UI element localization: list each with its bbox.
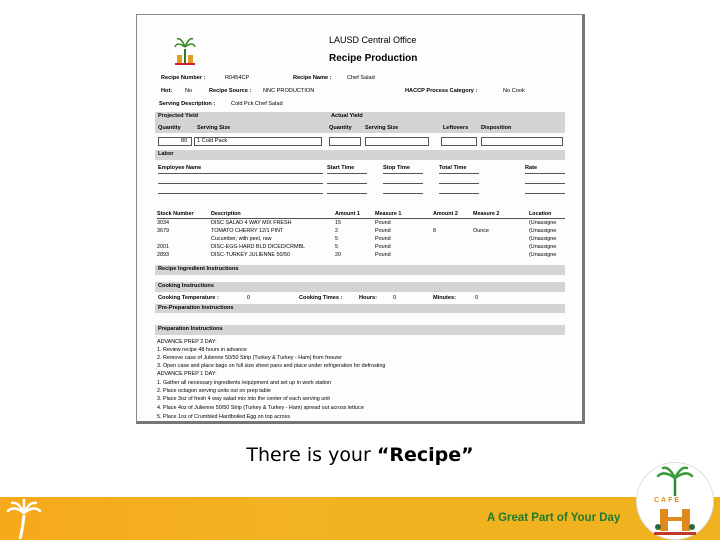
cooking-times-label: Cooking Times :	[299, 295, 343, 301]
prep-line: 5. Place 1oz of Crumbled Hardboiled Egg on top across	[157, 414, 291, 420]
stock-number: 3679	[157, 228, 169, 234]
start-time-label: Start Time	[327, 165, 355, 171]
rate-line-3	[525, 193, 565, 194]
table-row	[157, 244, 565, 252]
minutes-value: 0	[475, 295, 479, 301]
rate-line-2	[525, 183, 565, 184]
stop-line	[383, 173, 423, 174]
col-amount-1: Amount 1	[335, 211, 360, 217]
actual-yield-label: Actual Yield	[331, 113, 363, 119]
cooking-instructions-label: Cooking Instructions	[158, 283, 214, 289]
recipe-source-value: NNC PRODUCTION	[263, 88, 315, 94]
labor-label: Labor	[158, 151, 174, 157]
prep-line: ADVANCE PREP 2 DAY:	[157, 339, 217, 345]
labor-header-bar	[155, 150, 565, 160]
prep-line: ADVANCE PREP 1 DAY:	[157, 371, 217, 377]
location: (Unassigne	[529, 236, 557, 242]
recipe-number-value: R0454CP	[225, 75, 250, 81]
stop-line-2	[383, 183, 423, 184]
amount-1: 5	[335, 244, 338, 250]
actual-serving-size-label: Serving Size	[365, 125, 399, 131]
cafe-building-icon	[654, 507, 696, 535]
measure-1: Pound	[375, 220, 391, 226]
col-measure-1: Measure 1	[375, 211, 402, 217]
hours-value: 0	[393, 295, 397, 301]
serving-description-label: Serving Description :	[159, 101, 216, 107]
employee-line-2	[158, 183, 323, 184]
actual-serving-size-box	[365, 137, 429, 146]
leftovers-label: Leftovers	[443, 125, 469, 131]
prep-line: 1. Gather all necessary ingredients /equipment and set up in work station	[157, 380, 332, 386]
total-line-3	[439, 193, 479, 194]
recipe-name-value: Chef Salad	[347, 75, 375, 81]
cooking-instructions-bar	[155, 282, 565, 292]
preprep-label: Pre-Preparation Instructions	[158, 305, 234, 311]
col-amount-2: Amount 2	[433, 211, 458, 217]
projected-quantity-value: 80	[181, 138, 188, 144]
cafe-palm-icon	[654, 466, 696, 496]
location: (Unassigne	[529, 228, 557, 234]
prep-line: 2. Place octagon serving units out on prep table	[157, 388, 271, 394]
stock-number: 2001	[157, 244, 169, 250]
table-row	[157, 220, 565, 228]
stock-number: 3034	[157, 220, 169, 226]
measure-1: Pound	[375, 228, 391, 234]
caption-emphasis: “Recipe”	[376, 444, 474, 466]
recipe-source-label: Recipe Source :	[209, 88, 252, 94]
employee-line	[158, 173, 323, 174]
rate-line	[525, 173, 565, 174]
palm-tree-icon	[6, 499, 42, 539]
ingredient-header-underline	[157, 218, 565, 219]
projected-yield-label: Projected Yield	[158, 113, 199, 119]
stock-number: 2893	[157, 252, 169, 258]
location: (Unassigne	[529, 252, 557, 258]
document-title: Recipe Production	[329, 53, 418, 64]
disposition-box	[481, 137, 563, 146]
recipe-document-scan	[136, 14, 585, 424]
projected-serving-size-label: Serving Size	[197, 125, 231, 131]
location: (Unassigne	[529, 244, 557, 250]
haccp-label: HACCP Process Category :	[405, 88, 478, 94]
amount-2: 8	[433, 228, 436, 234]
hours-label: Hours:	[359, 295, 378, 301]
slide-caption	[0, 444, 720, 466]
employee-line-3	[158, 193, 323, 194]
rate-label: Rate	[525, 165, 538, 171]
leftovers-box	[441, 137, 477, 146]
hot-label: Hot:	[161, 88, 173, 94]
start-line-3	[327, 193, 367, 194]
hot-value: No	[185, 88, 193, 94]
actual-quantity-label: Quantity	[329, 125, 352, 131]
cooking-temperature-label: Cooking Temperature :	[158, 295, 219, 301]
projected-serving-size-value: 1 Cold Pack	[197, 138, 228, 144]
minutes-label: Minutes:	[433, 295, 456, 301]
description: DISC SALAD 4 WAY MIX FRESH	[211, 220, 292, 226]
cafe-badge-text: CAFE	[654, 497, 682, 504]
recipe-number-label: Recipe Number :	[161, 75, 206, 81]
footer-tagline: A Great Part of Your Day	[487, 512, 621, 524]
description: Cucumber, with peel, raw	[211, 236, 272, 242]
caption-prefix: There is your	[246, 444, 377, 466]
total-time-label: Total Time	[439, 165, 467, 171]
prep-line: 2. Remove case of Julienne 50/50 Strip (Turkey & Turkey - Ham) from freezer	[157, 355, 342, 361]
recipe-name-label: Recipe Name :	[293, 75, 332, 81]
table-row	[157, 252, 565, 260]
actual-quantity-box	[329, 137, 361, 146]
disposition-label: Disposition	[481, 125, 512, 131]
description: DISC-TURKEY JULIENNE 50/50	[211, 252, 290, 258]
stop-time-label: Stop Time	[383, 165, 410, 171]
start-line-2	[327, 183, 367, 184]
description: TOMATO CHERRY 12/1 PINT	[211, 228, 284, 234]
measure-2: Ounce	[473, 228, 489, 234]
table-row	[157, 228, 565, 236]
employee-name-label: Employee Name	[158, 165, 202, 171]
col-measure-2: Measure 2	[473, 211, 500, 217]
total-line-2	[439, 183, 479, 184]
measure-1: Pound	[375, 244, 391, 250]
prep-label: Preparation Instructions	[158, 326, 223, 332]
haccp-value: No Cook	[503, 88, 525, 94]
total-line	[439, 173, 479, 174]
amount-1: 20	[335, 252, 341, 258]
col-location: Location	[529, 211, 552, 217]
cooking-temperature-value: 0	[247, 295, 251, 301]
amount-1: 15	[335, 220, 341, 226]
col-stock-number: Stock Number	[157, 211, 194, 217]
col-description: Description	[211, 211, 241, 217]
location: (Unassigne	[529, 220, 557, 226]
prep-line: 4. Place 4oz of Julienne 50/50 Strip (Turkey & Turkey - Ham) spread out across lettuce	[157, 405, 364, 411]
org-name: LAUSD Central Office	[329, 35, 417, 45]
start-line	[327, 173, 367, 174]
table-row	[157, 236, 565, 244]
prep-line: 3. Open case and place bags on full size sheet pans and place under refrigeration for defrosting	[157, 363, 386, 369]
projected-quantity-label: Quantity	[158, 125, 181, 131]
prep-line: 1. Review recipe 48 hours in advance	[157, 347, 247, 353]
serving-description-value: Cold Pck Chef Salad	[231, 101, 283, 107]
stop-line-3	[383, 193, 423, 194]
ingredient-instructions-label: Recipe Ingredient Instructions	[158, 266, 239, 272]
lausd-palm-logo	[173, 33, 197, 67]
amount-1: 5	[335, 236, 338, 242]
measure-1: Pound	[375, 252, 391, 258]
measure-1: Pound	[375, 236, 391, 242]
description: DISC-EGG HARD BLD DICED/CRMBL	[211, 244, 306, 250]
amount-1: 2	[335, 228, 338, 234]
prep-line: 3. Place 3oz of fresh 4 way salad mix into the center of each serving unit	[157, 396, 330, 402]
